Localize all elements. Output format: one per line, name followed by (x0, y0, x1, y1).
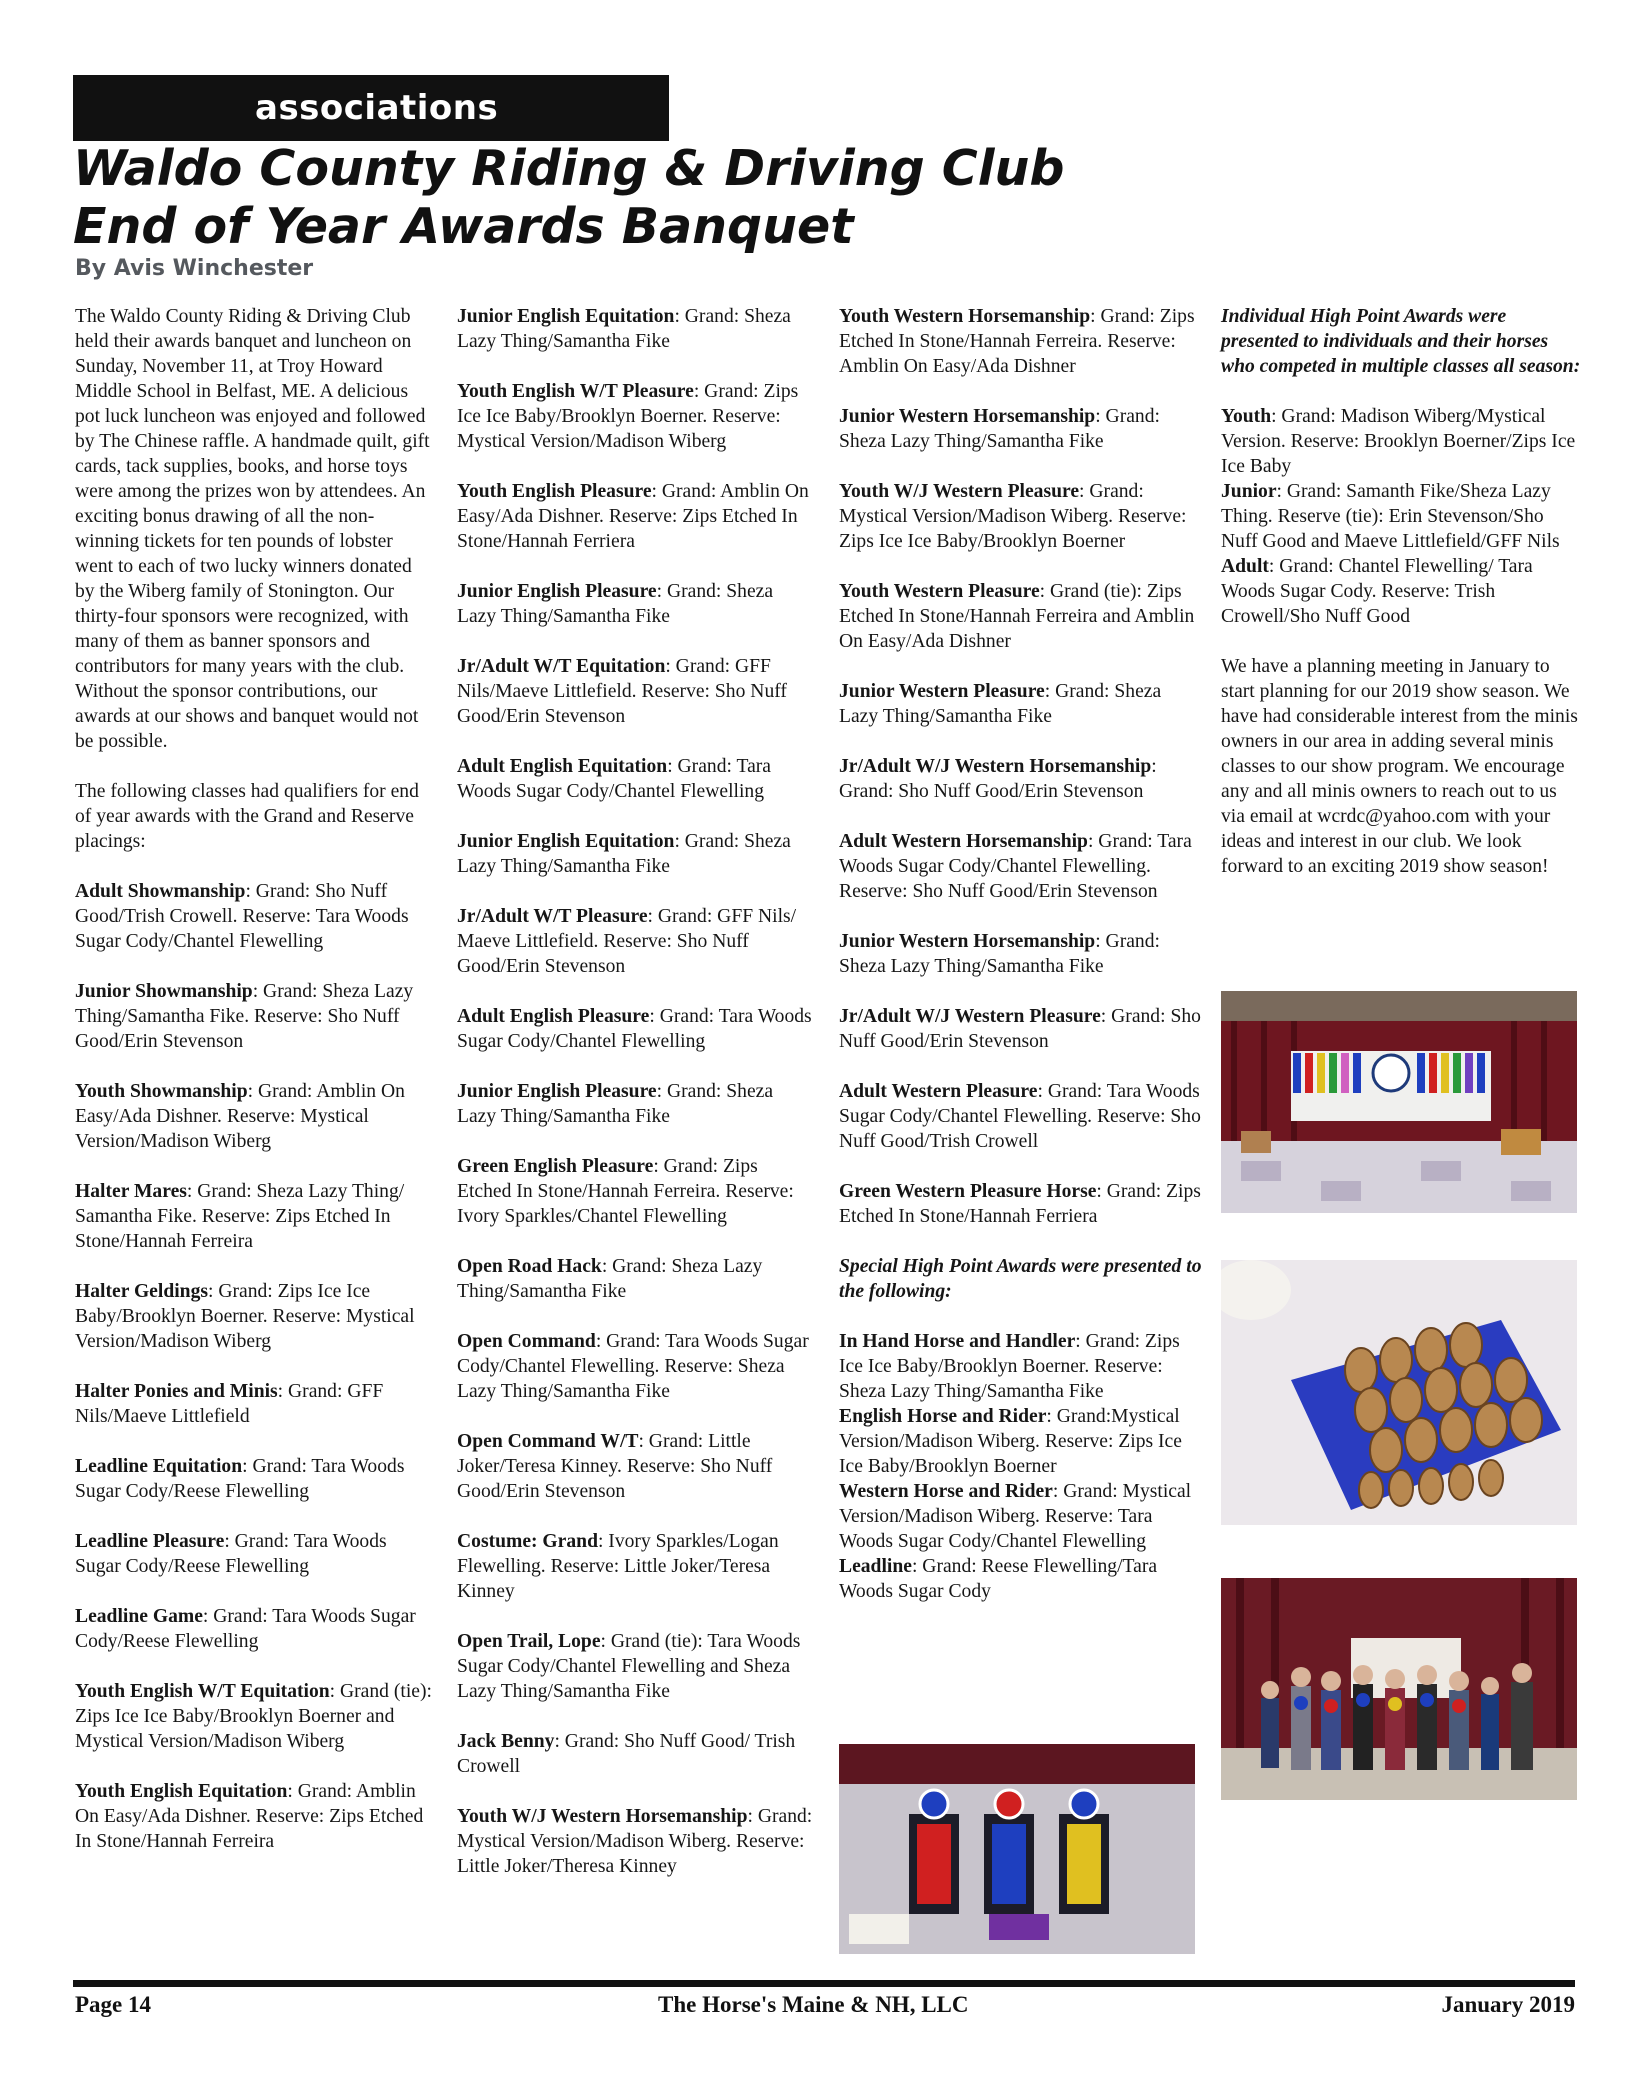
award-placings: : Grand: GFF Nils/Maeve Littlefield (75, 1381, 384, 1427)
award-placings: : Grand:Mystical Version/Madison Wiberg. Reserve: Zips Ice Ice Baby/Brooklyn Boerner (839, 1406, 1182, 1477)
award-entry (457, 1629, 817, 1704)
award-placings: : Grand: Sheza Lazy Thing/Samantha Fike (457, 831, 791, 877)
award-placings: : Grand: Sheza Lazy Thing/Samantha Fike (457, 1081, 774, 1127)
award-placings: : Grand: Zips Ice Ice Baby/Brooklyn Boerner. Reserve: Mystical Version/Madison Wiberg (457, 381, 799, 452)
award-placings: : Grand: Chantel Flewelling/ Tara Woods Sugar Cody. Reserve: Trish Crowell/Sho Nuff Good (1221, 556, 1533, 627)
award-entry (75, 879, 435, 954)
award-class-name: Youth W/J Western Horsemanship (457, 1806, 748, 1827)
winners-group-photo (1221, 1578, 1577, 1800)
award-entry (457, 304, 817, 354)
award-class-name: Jr/Adult W/J Western Pleasure (839, 1006, 1101, 1027)
award-class-name: Adult Western Pleasure (839, 1081, 1038, 1102)
award-entry (75, 1279, 435, 1354)
awards-list (839, 304, 1204, 1229)
award-entry (457, 1079, 817, 1129)
award-entry (75, 1679, 435, 1754)
award-entry (457, 579, 817, 629)
award-class-name: Junior Western Pleasure (839, 681, 1045, 702)
award-class-name: Jack Benny (457, 1731, 555, 1752)
award-placings: : Grand: Tara Woods Sugar Cody/Chantel Flewelling. Reserve: Sheza Lazy Thing/Samantha Fike (457, 1331, 809, 1402)
award-entry (457, 1529, 817, 1604)
award-placings: : Grand: Mystical Version/Madison Wiberg. Reserve: Tara Woods Sugar Cody/Chantel Flewelling (839, 1481, 1192, 1552)
award-placings: : Grand: Reese Flewelling/Tara Woods Sugar Cody (839, 1556, 1158, 1602)
award-entry (457, 1429, 817, 1504)
award-placings: : Grand: Zips Ice Ice Baby/Brooklyn Boerner. Reserve: Mystical Version/Madison Wiberg (75, 1281, 415, 1352)
award-class-name: Halter Geldings (75, 1281, 208, 1302)
award-entry (1221, 554, 1581, 629)
article-headline (73, 140, 1173, 256)
award-placings: : Grand (tie): Zips Etched In Stone/Hannah Ferreira and Amblin On Easy/Ada Dishner (839, 581, 1195, 652)
award-entry (457, 379, 817, 454)
award-placings: : Grand: Zips Etched In Stone/Hannah Ferriera (839, 1181, 1201, 1227)
headline-line-1: Waldo County Riding & Driving Club (73, 140, 1065, 197)
award-placings: : Grand: Zips Etched In Stone/Hannah Ferreira. Reserve: Ivory Sparkles/Chantel Flewelling (457, 1156, 794, 1227)
award-entry (839, 1329, 1204, 1404)
award-placings: : Grand: Mystical Version/Madison Wiberg. Reserve: Zips Ice Ice Baby/Brooklyn Boerner (839, 481, 1187, 552)
award-class-name: Adult English Pleasure (457, 1006, 650, 1027)
award-entry (75, 1079, 435, 1154)
closing-paragraph: We have a planning meeting in January to start planning for our 2019 show season. We have had considerable interest from the minis owners in our area in adding several minis classes to our show program. We encourage any and all minis owners to reach out to us via email at wcrdc@yahoo.com with your ideas and interest in our club. We look forward to an exciting 2019 show season! (1221, 656, 1578, 877)
award-entry (75, 1454, 435, 1504)
award-placings: : Grand: Tara Woods Sugar Cody/Chantel Flewelling (457, 756, 772, 802)
award-class-name: Junior English Equitation (457, 831, 675, 852)
award-entry (839, 679, 1204, 729)
award-class-name: Junior English Pleasure (457, 581, 657, 602)
award-class-name: Open Road Hack (457, 1256, 602, 1277)
award-placings: : Grand: Zips Etched In Stone/Hannah Ferreira. Reserve: Amblin On Easy/Ada Dishner (839, 306, 1195, 377)
award-entry (839, 1079, 1204, 1154)
award-entry (839, 1554, 1204, 1604)
award-entry (75, 979, 435, 1054)
special-awards-heading: Special High Point Awards were presented to the following: (839, 1256, 1202, 1302)
award-placings: : Grand: Tara Woods Sugar Cody/Reese Flewelling (75, 1456, 405, 1502)
award-winners-group-image (1221, 1578, 1577, 1800)
award-class-name: Youth English Equitation (75, 1781, 288, 1802)
award-entry (839, 1479, 1204, 1554)
award-placings: : Grand: Amblin On Easy/Ada Dishner. Reserve: Zips Etched In Stone/Hannah Ferriera (457, 481, 809, 552)
award-entry (839, 829, 1204, 904)
award-class-name: Youth Showmanship (75, 1081, 248, 1102)
award-class-name: Jr/Adult W/T Pleasure (457, 906, 648, 927)
award-placings: : Grand: Sheza Lazy Thing/Samantha Fike (457, 581, 774, 627)
award-placings: : Grand: Sheza Lazy Thing/Samantha Fike (839, 681, 1162, 727)
award-placings: : Grand: Tara Woods Sugar Cody/Chantel Flewelling (457, 1006, 812, 1052)
award-class-name: Leadline Pleasure (75, 1531, 225, 1552)
award-placings: : Grand: GFF Nils/Maeve Littlefield. Reserve: Sho Nuff Good/Erin Stevenson (457, 656, 787, 727)
award-entry (457, 754, 817, 804)
award-class-name: In Hand Horse and Handler (839, 1331, 1076, 1352)
award-class-name: Junior (1221, 481, 1277, 502)
ribbon-display-photo (839, 1744, 1195, 1954)
award-class-name: Open Command (457, 1331, 596, 1352)
award-class-name: Junior Western Horsemanship (839, 931, 1096, 952)
award-entry (839, 754, 1204, 804)
award-class-name: Open Trail, Lope (457, 1631, 601, 1652)
award-entry (457, 1804, 817, 1879)
award-placings: : Grand: Tara Woods Sugar Cody/Chantel Flewelling. Reserve: Sho Nuff Good/Trish Crowell (839, 1081, 1201, 1152)
award-placings: : Grand: GFF Nils/ Maeve Littlefield. Reserve: Sho Nuff Good/Erin Stevenson (457, 906, 797, 977)
special-awards-list (839, 1329, 1204, 1604)
award-class-name: Costume: Grand (457, 1531, 598, 1552)
award-placings: : Grand: Sheza Lazy Thing/Samantha Fike (839, 406, 1160, 452)
award-entry (75, 1179, 435, 1254)
award-placings: : Grand: Sheza Lazy Thing/Samantha Fike (839, 931, 1160, 977)
award-entry (839, 1179, 1204, 1229)
award-class-name: Youth English W/T Equitation (75, 1681, 330, 1702)
award-placings: : Grand: Sheza Lazy Thing/Samantha Fike. Reserve: Sho Nuff Good/Erin Stevenson (75, 981, 414, 1052)
award-placings: : Grand: Sheza Lazy Thing/Samantha Fike (457, 306, 791, 352)
award-class-name: Youth English Pleasure (457, 481, 652, 502)
award-entry (839, 1004, 1204, 1054)
footer-date: January 2019 (1441, 1992, 1575, 2017)
footer-page-number: Page 14 (75, 1992, 152, 2017)
intro-paragraph: The Waldo County Riding & Driving Club held their awards banquet and luncheon on Sunday, November 11, at Troy Howard Middle School in Belfast, ME. A delicious pot luck luncheon was enjoyed and followed by The Chinese raffle. A handmade quilt, gift cards, tack supplies, books, and horse toys were among the prizes won by attendees. An exciting bonus drawing of all the non-winning tickets for ten pounds of lobster went to each of two lucky winners donated by the Wiberg family of Stonington. Our thirty-four sponsors were recognized, with many of them as banner sponsors and contributors for many years with the club. Without the sponsor contributions, our awards at our shows and banquet would not be possible. (75, 306, 430, 752)
award-entry (1221, 479, 1581, 554)
award-class-name: Western Horse and Rider (839, 1481, 1053, 1502)
award-entry (839, 479, 1204, 554)
awards-list (457, 304, 817, 1879)
award-entry (457, 1154, 817, 1229)
award-placings: : Grand (tie): Zips Ice Ice Baby/Brooklyn Boerner and Mystical Version/Madison Wiberg (75, 1681, 432, 1752)
award-entry (457, 1254, 817, 1304)
award-class-name: Youth Western Horsemanship (839, 306, 1091, 327)
ribbon-banner-photo (1221, 991, 1577, 1213)
section-tag: associations (73, 75, 669, 141)
award-placings: : Grand: Amblin On Easy/Ada Dishner. Reserve: Mystical Version/Madison Wiberg (75, 1081, 405, 1152)
award-entry (75, 1379, 435, 1429)
award-placings: : Grand: Sho Nuff Good/Erin Stevenson (839, 1006, 1201, 1052)
award-placings: : Grand: Mystical Version/Madison Wiberg. Reserve: Little Joker/Theresa Kinney (457, 1806, 813, 1877)
award-class-name: Leadline (839, 1556, 912, 1577)
cookies-photo (1221, 1260, 1577, 1525)
award-class-name: Adult Showmanship (75, 881, 246, 902)
award-class-name: Green English Pleasure (457, 1156, 654, 1177)
column-3 (839, 304, 1204, 1604)
award-class-name: Youth (1221, 406, 1272, 427)
award-placings: : Grand: Little Joker/Teresa Kinney. Reserve: Sho Nuff Good/Erin Stevenson (457, 1431, 773, 1502)
award-entry (75, 1529, 435, 1579)
headline-line-2: End of Year Awards Banquet (73, 198, 854, 255)
award-class-name: Youth W/J Western Pleasure (839, 481, 1080, 502)
award-entry (75, 1779, 435, 1854)
award-placings: : Grand: Sho Nuff Good/Trish Crowell. Reserve: Tara Woods Sugar Cody/Chantel Flewelling (75, 881, 409, 952)
awards-list (75, 879, 435, 1854)
award-class-name: Adult (1221, 556, 1269, 577)
award-entry (457, 654, 817, 729)
award-class-name: Leadline Equitation (75, 1456, 243, 1477)
award-placings: : Grand: Zips Ice Ice Baby/Brooklyn Boerner. Reserve: Sheza Lazy Thing/Samantha Fike (839, 1331, 1180, 1402)
horse-cookies-image (1221, 1260, 1577, 1525)
column-2 (457, 304, 817, 1904)
award-class-name: Junior English Pleasure (457, 1081, 657, 1102)
award-class-name: Adult Western Horsemanship (839, 831, 1088, 852)
award-entry (839, 304, 1204, 379)
ribbon-display-chairs-image (839, 1744, 1195, 1954)
award-entry (457, 1729, 817, 1779)
award-placings: : Grand (tie): Tara Woods Sugar Cody/Chantel Flewelling and Sheza Lazy Thing/Samantha Fike (457, 1631, 801, 1702)
award-class-name: Youth English W/T Pleasure (457, 381, 694, 402)
award-entry (1221, 404, 1581, 479)
byline: By Avis Winchester (75, 256, 314, 281)
award-class-name: English Horse and Rider (839, 1406, 1047, 1427)
award-entry (839, 579, 1204, 654)
award-entry (839, 1404, 1204, 1479)
award-placings: : Grand: Tara Woods Sugar Cody/Reese Flewelling (75, 1531, 387, 1577)
footer-publication: The Horse's Maine & NH, LLC (658, 1992, 969, 2017)
award-entry (457, 479, 817, 554)
award-entry (457, 1004, 817, 1054)
ribbon-banner-stage-image (1221, 991, 1577, 1213)
award-placings: : Grand: Tara Woods Sugar Cody/Reese Flewelling (75, 1606, 416, 1652)
individual-awards-heading: Individual High Point Awards were presented to individuals and their horses who competed in multiple classes all season: (1221, 306, 1581, 377)
column-1 (75, 304, 435, 1879)
footer-rule (73, 1980, 1575, 1987)
award-placings: : Grand: Tara Woods Sugar Cody/Chantel Flewelling. Reserve: Sho Nuff Good/Erin Stevenson (839, 831, 1192, 902)
intro-paragraph: The following classes had qualifiers for end of year awards with the Grand and Reserve placings: (75, 781, 419, 852)
award-class-name: Junior English Equitation (457, 306, 675, 327)
award-class-name: Junior Western Horsemanship (839, 406, 1096, 427)
award-entry (839, 929, 1204, 979)
award-placings: : Grand: Sheza Lazy Thing/ Samantha Fike. Reserve: Zips Etched In Stone/Hannah Ferreira (75, 1181, 405, 1252)
award-class-name: Open Command W/T (457, 1431, 639, 1452)
award-placings: : Ivory Sparkles/Logan Flewelling. Reserve: Little Joker/Teresa Kinney (457, 1531, 779, 1602)
award-class-name: Youth Western Pleasure (839, 581, 1040, 602)
award-class-name: Jr/Adult W/T Equitation (457, 656, 666, 677)
column-4 (1221, 304, 1581, 904)
award-placings: : Grand: Madison Wiberg/Mystical Version. Reserve: Brooklyn Boerner/Zips Ice Ice Baby (1221, 406, 1576, 477)
award-class-name: Jr/Adult W/J Western Horsemanship (839, 756, 1152, 777)
award-class-name: Junior Showmanship (75, 981, 253, 1002)
award-placings: : Grand: Sho Nuff Good/ Trish Crowell (457, 1731, 796, 1777)
award-class-name: Halter Mares (75, 1181, 187, 1202)
award-entry (457, 904, 817, 979)
award-entry (839, 404, 1204, 454)
individual-awards-list (1221, 404, 1581, 629)
award-entry (75, 1604, 435, 1654)
award-placings: : Grand: Sheza Lazy Thing/Samantha Fike (457, 1256, 763, 1302)
award-entry (457, 1329, 817, 1404)
award-class-name: Adult English Equitation (457, 756, 668, 777)
award-class-name: Halter Ponies and Minis (75, 1381, 278, 1402)
award-class-name: Green Western Pleasure Horse (839, 1181, 1097, 1202)
award-class-name: Leadline Game (75, 1606, 203, 1627)
award-entry (457, 829, 817, 879)
award-placings: : Grand: Samanth Fike/Sheza Lazy Thing. Reserve (tie): Erin Stevenson/Sho Nuff Good and Maeve Littlefield/GFF Nils (1221, 481, 1560, 552)
award-placings: : Grand: Sho Nuff Good/Erin Stevenson (839, 756, 1157, 802)
award-placings: : Grand: Amblin On Easy/Ada Dishner. Reserve: Zips Etched In Stone/Hannah Ferreira (75, 1781, 424, 1852)
